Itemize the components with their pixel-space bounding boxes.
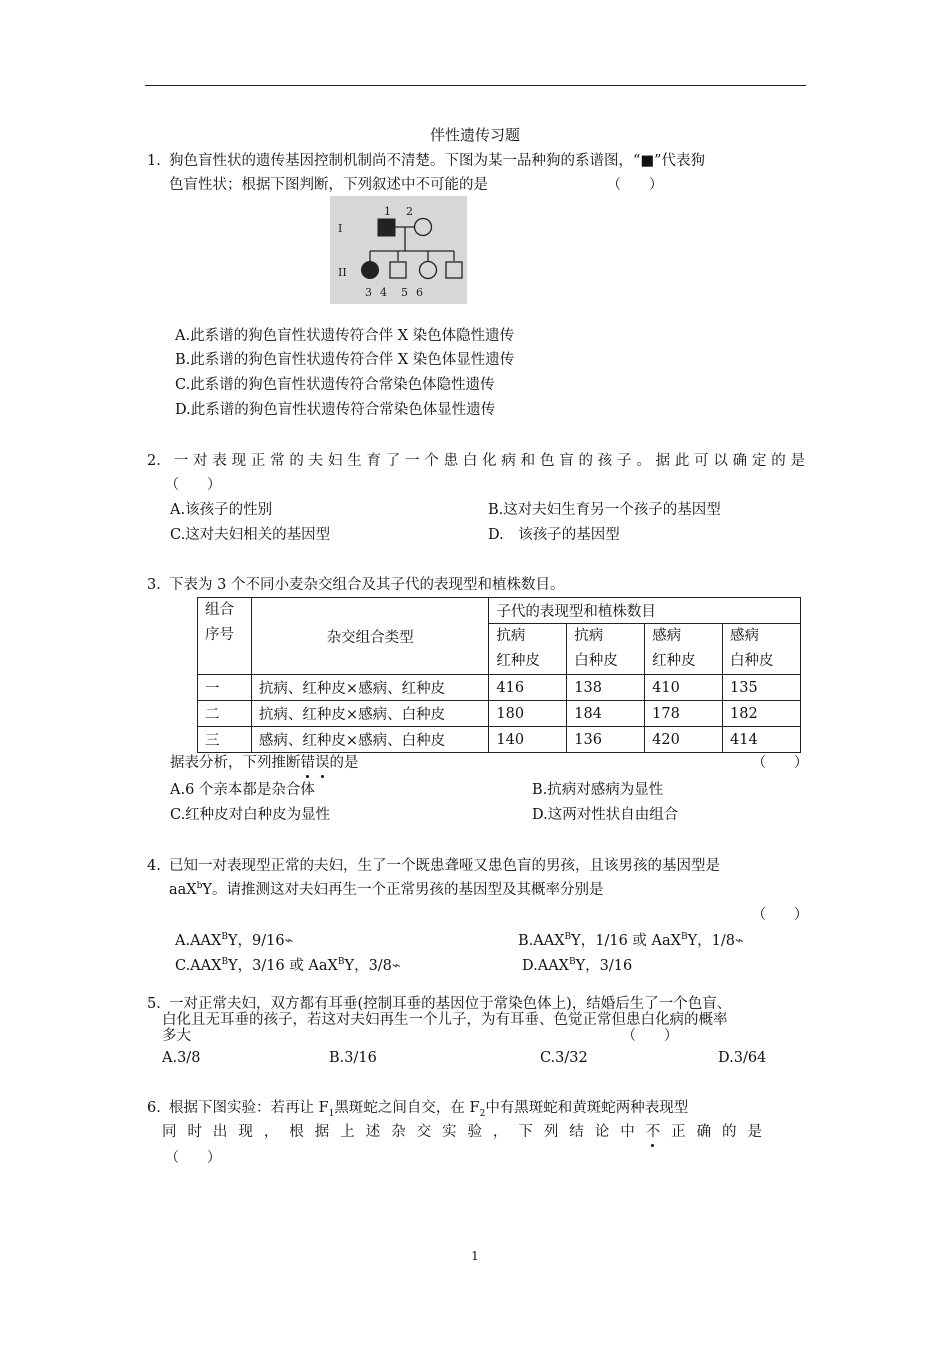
subheader-2: 抗病 白种皮 xyxy=(567,624,645,675)
gen-label-2: II xyxy=(338,266,347,279)
gen-label-1: I xyxy=(338,222,343,235)
table-row xyxy=(198,727,801,753)
pen-mark-icon: ⌁ xyxy=(391,958,401,974)
row-value: 414 xyxy=(723,727,801,753)
emphasis-char: 误 xyxy=(315,755,330,771)
row-value: 136 xyxy=(567,727,645,753)
q4-option-b: $B.AAX^BY$，1/16 或 AaX$^B$Y，1/8⌁ xyxy=(518,932,744,949)
row-value: 182 xyxy=(723,701,801,727)
pen-mark-icon: ⌁ xyxy=(735,933,744,949)
q2-option-c: C.这对夫妇相关的基因型 xyxy=(170,527,331,543)
male-4 xyxy=(390,262,406,278)
table-header-row-1 xyxy=(198,598,801,624)
ind-num-3: 3 xyxy=(365,286,372,299)
q2-option-d: D. 该孩子的基因型 xyxy=(488,527,620,543)
q4-text: 已知一对表现型正常的夫妇，生了一个既患聋哑又患色盲的男孩，且该男孩的基因型是 xyxy=(169,858,720,874)
q2-line1 xyxy=(147,451,805,471)
q1-line2: 色盲性状；根据下图判断，下列叙述中不可能的是 xyxy=(169,177,488,193)
row-cross: 感病、红种皮×感病、白种皮 xyxy=(251,727,488,753)
header-group-id: 组合 序号 xyxy=(198,598,252,675)
pedigree-figure xyxy=(330,196,467,304)
q1-text: 狗色盲性状的遗传基因控制机制尚不清楚。下图为某一品种狗的系谱图，“■”代表狗 xyxy=(169,153,706,169)
female-2 xyxy=(415,219,432,236)
q5-text: 一对正常夫妇，双方都有耳垂(控制耳垂的基因位于常染色体上)，结婚后生了一个色盲、 xyxy=(169,996,732,1012)
pen-mark-icon: ⌁ xyxy=(284,933,294,949)
subheader-4: 感病 白种皮 xyxy=(723,624,801,675)
ind-num-1: 1 xyxy=(384,205,391,218)
q6-number: 6. xyxy=(147,1100,161,1116)
q3-option-d: D.这两对性状自由组合 xyxy=(532,807,679,823)
ind-num-5: 5 xyxy=(401,286,408,299)
emphasis-char: 不 xyxy=(645,1124,661,1140)
row-value: 410 xyxy=(645,675,723,701)
cross-results-table xyxy=(197,597,801,753)
header-offspring: 子代的表现型和植株数目 xyxy=(489,598,801,624)
q5-option-a: A.3/8 xyxy=(162,1050,201,1066)
q5-answer-paren: （ ） xyxy=(622,1028,678,1044)
q1-option-d: D.此系谱的狗色盲性状遗传符合常染色体显性遗传 xyxy=(175,402,496,418)
q3-text: 下表为 3 个不同小麦杂交组合及其子代的表现型和植株数目。 xyxy=(169,577,565,593)
q4-option-c: $C.AAX^BY$，3/16 或 AaX$^B$Y，3/8⌁ xyxy=(175,957,401,974)
row-value: 416 xyxy=(489,675,567,701)
q2-answer-paren: （ ） xyxy=(165,477,221,493)
q1-number: 1. xyxy=(147,153,161,169)
q4-option-d: $D.AAX^BY$，3/16 xyxy=(522,957,633,974)
row-id: 三 xyxy=(198,727,252,753)
pedigree-diagram xyxy=(330,196,467,304)
row-value: 420 xyxy=(645,727,723,753)
q1-line1 xyxy=(147,151,705,171)
page-title: 伴性遗传习题 xyxy=(429,126,520,144)
row-value: 178 xyxy=(645,701,723,727)
ind-num-6: 6 xyxy=(416,286,423,299)
affected-male-1 xyxy=(378,219,395,236)
q3-number: 3. xyxy=(147,577,161,593)
header-cross-type: 杂交组合类型 xyxy=(251,598,488,675)
q2-option-a: A.该孩子的性别 xyxy=(170,502,273,518)
male-6 xyxy=(446,262,462,278)
row-value: 135 xyxy=(723,675,801,701)
row-value: 184 xyxy=(567,701,645,727)
table-row xyxy=(198,701,801,727)
q2-option-b: B.这对夫妇生育另一个孩子的基因型 xyxy=(488,502,721,518)
q5-option-d: D.3/64 xyxy=(718,1050,767,1066)
q5-number: 5. xyxy=(147,996,161,1012)
q1-option-b: B.此系谱的狗色盲性状遗传符合伴 X 染色体显性遗传 xyxy=(175,352,515,368)
q5-line1 xyxy=(147,996,731,1012)
q5-option-b: B.3/16 xyxy=(329,1050,377,1066)
q4-line1 xyxy=(147,856,720,876)
q1-answer-paren: （ ） xyxy=(607,177,663,193)
ind-num-2: 2 xyxy=(406,205,413,218)
q3-stem: 据表分析，下列推断错误的是 xyxy=(170,755,359,771)
affected-female-3 xyxy=(362,262,379,279)
q4-option-a: $A.AAX^BY$，9/16⌁ xyxy=(175,932,294,949)
q6-line2: 同时出现，根据上述杂交实验，下列结论中不正确的是 xyxy=(162,1124,763,1140)
q2-text: 一对表现正常的夫妇生育了一个患白化病和色盲的孩子。据此可以确定的是 xyxy=(169,453,805,469)
subheader-3: 感病 红种皮 xyxy=(645,624,723,675)
female-5 xyxy=(420,262,437,279)
row-id: 一 xyxy=(198,675,252,701)
q1-option-a: A.此系谱的狗色盲性状遗传符合伴 X 染色体隐性遗传 xyxy=(175,328,515,344)
q4-line2: aaX$^b$Y。请推测这对夫妇再生一个正常男孩的基因型及其概率分别是 xyxy=(169,881,604,898)
table-row xyxy=(198,675,801,701)
subheader-1: 抗病 红种皮 xyxy=(489,624,567,675)
ind-num-4: 4 xyxy=(380,286,387,299)
q3-line1 xyxy=(147,575,564,595)
q3-option-a: A.6 个亲本都是杂合体 xyxy=(170,782,315,798)
q3-option-b: B.抗病对感病为显性 xyxy=(532,782,664,798)
row-value: 180 xyxy=(489,701,567,727)
row-cross: 抗病、红种皮×感病、白种皮 xyxy=(251,701,488,727)
q6-line1: 6. 根据下图实验：若再让 $F_1$黑斑蛇之间自交，在 $F_2$中有黑斑蛇和黄斑蛇两种表现型 xyxy=(147,1100,689,1119)
page-number: 1 xyxy=(471,1249,479,1263)
q5-option-c: C.3/32 xyxy=(540,1050,588,1066)
q1-option-c: C.此系谱的狗色盲性状遗传符合常染色体隐性遗传 xyxy=(175,377,495,393)
row-value: 140 xyxy=(489,727,567,753)
emphasis-char: 错 xyxy=(300,755,315,771)
q5-line2: 白化且无耳垂的孩子，若这对夫妇再生一个儿子，为有耳垂、色觉正常但患白化病的概率 xyxy=(162,1012,728,1028)
q3-answer-paren: （ ） xyxy=(752,755,808,771)
header-rule xyxy=(145,85,806,86)
q5-line3: 多大 xyxy=(162,1028,191,1044)
q6-answer-paren: （ ） xyxy=(165,1150,221,1166)
row-cross: 抗病、红种皮×感病、红种皮 xyxy=(251,675,488,701)
q2-number: 2. xyxy=(147,453,161,469)
q3-option-c: C.红种皮对白种皮为显性 xyxy=(170,807,331,823)
q4-number: 4. xyxy=(147,858,161,874)
row-value: 138 xyxy=(567,675,645,701)
row-id: 二 xyxy=(198,701,252,727)
q4-answer-paren: （ ） xyxy=(752,907,808,923)
